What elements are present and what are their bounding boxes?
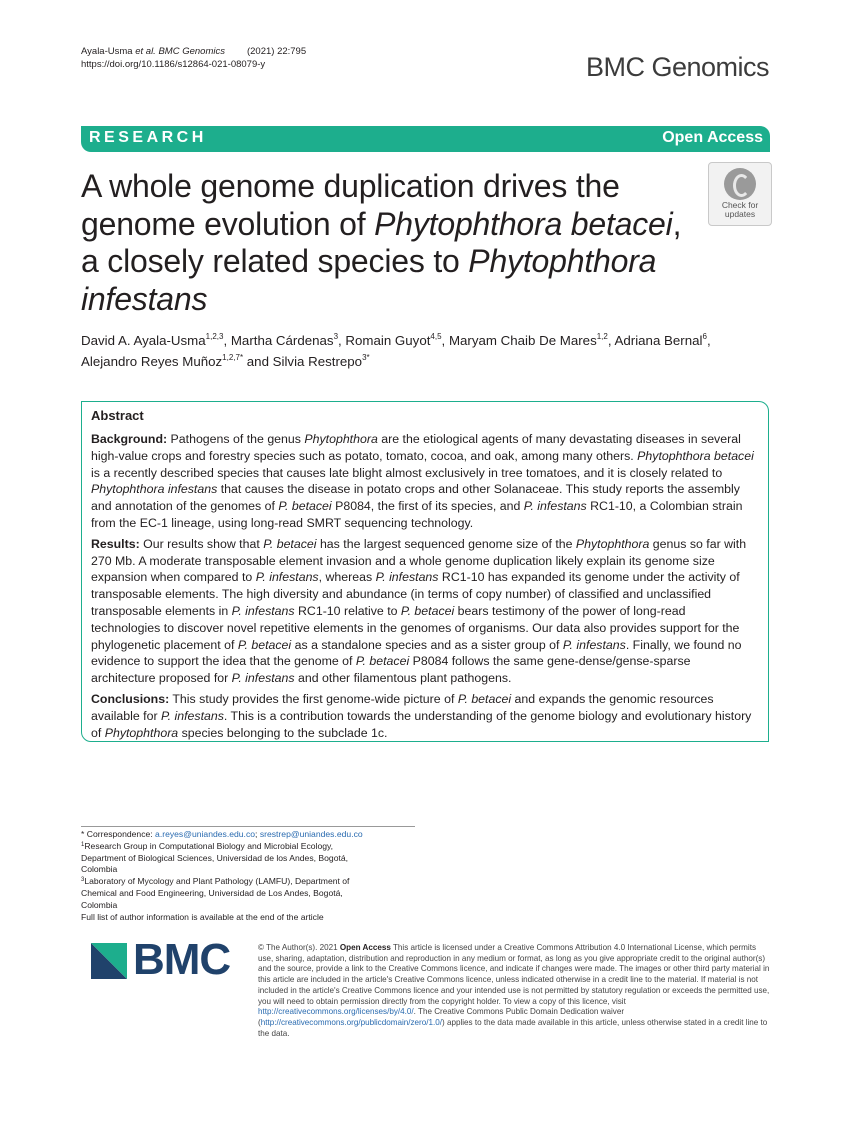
title-part: , a closely related species to bbox=[81, 205, 682, 279]
abstract-text: P8084 follows the same gene-dense/gense-sparse architecture proposed for bbox=[91, 654, 691, 686]
title-species: Phytophthora betacei bbox=[374, 205, 673, 242]
species-name: P. infestans bbox=[255, 570, 319, 585]
bmc-logo bbox=[91, 935, 241, 984]
author-name: Martha Cárdenas bbox=[230, 333, 334, 348]
check-updates-line1: Check for bbox=[721, 200, 759, 210]
affiliation-line: Research Group in Computational Biology and Microbial Ecology, bbox=[84, 840, 334, 851]
abstract-heading: Abstract bbox=[91, 408, 144, 423]
abstract-text: bears testimony of the power of long-read technologies to discover novel repetitive elements in the genomes of organisms. Our data also provides support for the phylogenetic placement of bbox=[91, 603, 740, 652]
correspondence-label: * Correspondence: bbox=[81, 829, 156, 839]
bmc-logo-text: BMC bbox=[133, 935, 231, 984]
affiliation-line: Department of Biological Sciences, Universidad de los Andes, Bogotá, bbox=[81, 852, 349, 863]
author-name: Romain Guyot bbox=[345, 333, 431, 348]
author-separator: , bbox=[338, 333, 346, 348]
abstract-text: Pathogens of the genus bbox=[167, 432, 305, 446]
abstract-text: RC1-10, a Colombian strain from the EC-1 lineage, using long-read SMRT sequencing technology. bbox=[91, 499, 743, 530]
species-name: P. infestans bbox=[375, 570, 439, 585]
license-text bbox=[258, 943, 770, 1039]
license-open-access: Open Access bbox=[339, 943, 391, 952]
author-separator: , bbox=[223, 333, 231, 348]
author-affiliation: 3* bbox=[362, 353, 370, 362]
affiliation-number: 1 bbox=[81, 841, 85, 848]
species-name: P. betacei bbox=[237, 637, 292, 652]
author-separator: , bbox=[441, 333, 449, 348]
abstract-text: genus so far with 270 Mb. A moderate transposable element invasion and a whole genome duplication likely explain its genome size expansion when compared to bbox=[91, 536, 747, 585]
conclusions-label: Conclusions: bbox=[91, 691, 170, 706]
abstract-conclusions bbox=[91, 691, 758, 741]
species-name: Phytophthora infestans bbox=[91, 482, 218, 497]
citation-year-volume: (2021) 22:795 bbox=[246, 46, 307, 57]
background-label: Background: bbox=[91, 432, 168, 446]
abstract-text: P8084, the first of its species, and bbox=[331, 499, 524, 514]
abstract-text: has the largest sequenced genome size of the bbox=[316, 536, 576, 551]
species-name: Phytophthora bbox=[575, 536, 650, 551]
bmc-logo-mark-icon bbox=[91, 943, 127, 979]
author-name: Maryam Chaib De Mares bbox=[448, 333, 597, 348]
email-link[interactable]: a.reyes@uniandes.edu.co bbox=[155, 829, 256, 839]
email-link[interactable]: srestrep@uniandes.edu.co bbox=[259, 829, 363, 839]
article-title bbox=[81, 168, 691, 318]
author-separator: and bbox=[243, 354, 273, 369]
abstract-text: . Finally, we found no evidence to support the idea that the genome of bbox=[91, 637, 742, 669]
species-name: P. betacei bbox=[400, 603, 455, 618]
species-name: P. betacei bbox=[263, 536, 317, 551]
abstract-text: RC1-10 has expanded its genome under the activity of transposable elements. The high diversity and abundance (in terms of copy number) of classified and unclassified transposable elements in bbox=[91, 570, 740, 618]
species-name: Phytophthora betacei bbox=[637, 448, 754, 463]
abstract-text: , whereas bbox=[318, 570, 376, 585]
check-updates-line2: updates bbox=[724, 209, 756, 219]
journal-name: BMC Genomics bbox=[585, 52, 769, 82]
abstract-text: species belonging to the subclade 1c. bbox=[178, 725, 388, 740]
abstract-results bbox=[91, 536, 758, 687]
author-affiliation: 1,2 bbox=[596, 332, 608, 341]
abstract-text: and other filamentous plant pathogens. bbox=[294, 671, 512, 686]
species-name: P. betacei bbox=[278, 499, 332, 514]
license-link[interactable]: http://creativecommons.org/licenses/by/4.0/ bbox=[258, 1007, 414, 1017]
author-separator: , bbox=[706, 333, 711, 348]
footnotes bbox=[81, 829, 401, 923]
species-name: P. infestans bbox=[231, 603, 295, 618]
author-info-note: Full list of author information is available at the end of the article bbox=[81, 911, 324, 922]
license-part: . The Creative Commons Public Domain Dedication waiver ( bbox=[258, 1007, 625, 1027]
author-name: Alejandro Reyes Muñoz bbox=[81, 354, 223, 369]
citation-authors: Ayala-Usma bbox=[81, 46, 133, 57]
species-name: P. betacei bbox=[355, 654, 410, 669]
citation-header bbox=[81, 45, 306, 71]
results-label: Results: bbox=[91, 536, 140, 551]
species-name: P. betacei bbox=[457, 691, 512, 706]
author-affiliation: 6 bbox=[702, 332, 707, 341]
article-type-banner bbox=[81, 126, 770, 152]
affiliation-line: Colombia bbox=[81, 899, 118, 910]
license-part: © The Author(s). 2021 bbox=[258, 943, 340, 952]
species-name: Phytophthora bbox=[104, 725, 179, 740]
abstract-text: and expands the genomic resources available for bbox=[91, 691, 714, 723]
abstract-text: that causes the disease in potato crops and other Solanaceae. This study reports the assembly and annotation of the genomes of bbox=[91, 482, 740, 514]
open-access-label: Open Access bbox=[662, 129, 763, 146]
license-link[interactable]: http://creativecommons.org/publicdomain/zero/1.0/ bbox=[260, 1017, 443, 1027]
author-name: Adriana Bernal bbox=[614, 333, 703, 348]
license-part: This article is licensed under a Creative Commons Attribution 4.0 International License, which permits use, sharing, adaptation, distribution and reproduction in any medium or format, as long as you give appropriate credit to the original author(s) and the source, provide a link to the Creative Commons licence, and indicate if changes were made. The images or other third party material in this article are included in the article's Creative Commons licence, unless indicated otherwise in a credit line to the material. If material is not included in the article's Creative Commons licence and your intended use is not permitted by statutory regulation or exceeds the permitted use, you will need to obtain permission directly from the copyright holder. To view a copy of this licence, visit bbox=[258, 943, 770, 1006]
abstract-text: . This is a contribution towards the understanding of the genome biology and evolutionary history of bbox=[91, 708, 752, 740]
species-name: P. infestans bbox=[523, 499, 587, 514]
abstract-text: is a recently described species that causes late blight almost exclusively in tree tomatoes, and it is closely related to bbox=[91, 465, 723, 480]
crossmark-icon bbox=[724, 168, 756, 200]
species-name: P. infestans bbox=[161, 708, 224, 723]
license-part: ) applies to the data made available in this article, unless otherwise stated in a credit line to the data. bbox=[258, 1017, 768, 1038]
species-name: P. infestans bbox=[231, 671, 295, 686]
footnote-divider bbox=[81, 826, 415, 827]
abstract-box bbox=[81, 401, 769, 742]
affiliation-line: Chemical and Food Engineering, Universidad de Los Andes, Bogotá, bbox=[81, 887, 343, 898]
author-affiliation: 3 bbox=[333, 332, 339, 341]
article-type-label: RESEARCH bbox=[89, 129, 207, 146]
citation-journal: et al. BMC Genomics bbox=[135, 46, 225, 57]
abstract-text: are the etiological agents of many devastating diseases in several high-value crops and forestry species such as potato, tomato, cocoa, and oak, among many others. bbox=[91, 432, 741, 463]
author-name: Silvia Restrepo bbox=[272, 354, 363, 369]
author-affiliation: 1,2,7* bbox=[222, 353, 244, 362]
abstract-text: RC1-10 relative to bbox=[294, 603, 401, 618]
doi-link[interactable]: https://doi.org/10.1186/s12864-021-08079-y bbox=[81, 59, 266, 70]
author-separator: , bbox=[607, 333, 615, 348]
abstract-text: as a standalone species and as a sister group of bbox=[291, 637, 563, 652]
abstract-background bbox=[91, 431, 758, 532]
species-name: P. infestans bbox=[562, 637, 626, 652]
check-for-updates-button[interactable] bbox=[708, 162, 772, 226]
author-affiliation: 1,2,3 bbox=[205, 332, 224, 341]
species-name: Phytophthora bbox=[304, 432, 378, 446]
author-affiliation: 4,5 bbox=[430, 332, 442, 341]
email-separator: ; bbox=[255, 829, 260, 839]
affiliation-line: Colombia bbox=[81, 864, 118, 875]
author-name: David A. Ayala-Usma bbox=[81, 333, 206, 348]
affiliation-line: Laboratory of Mycology and Plant Pathology (LAMFU), Department of bbox=[84, 876, 350, 887]
author-list bbox=[81, 330, 781, 372]
abstract-text: This study provides the first genome-wide picture of bbox=[169, 691, 458, 706]
title-species: Phytophthora infestans bbox=[81, 243, 657, 317]
abstract-text: Our results show that bbox=[139, 536, 264, 551]
title-part: A whole genome duplication drives the genome evolution of bbox=[81, 168, 620, 242]
affiliation-number: 3 bbox=[81, 877, 85, 884]
